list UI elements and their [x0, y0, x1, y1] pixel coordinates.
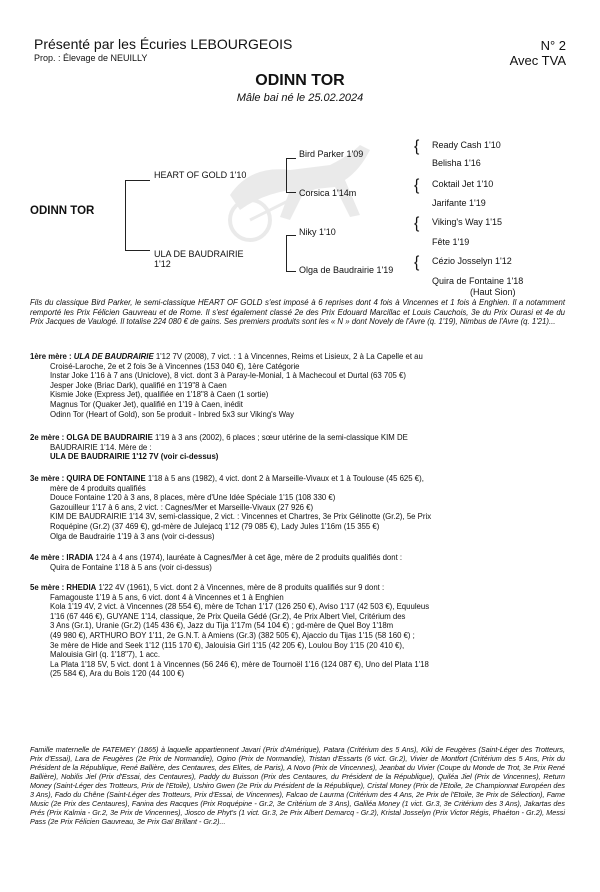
bracket-line	[286, 235, 296, 236]
mere-label: 4e mère :	[30, 553, 65, 562]
brace-icon: {	[414, 177, 420, 194]
pedigree-sire: HEART OF GOLD 1'10	[154, 170, 247, 180]
pedigree-sdd: Jarifante 1'19	[432, 198, 486, 208]
mere-name: IRADIA	[66, 553, 94, 562]
section-mere-1	[30, 352, 565, 419]
bracket-line	[125, 180, 150, 181]
tva-label: Avec TVA	[509, 53, 566, 68]
produce-line: Malouisia Girl (q. 1'18"7), 1 acc.	[50, 650, 160, 660]
pedigree-ds: Niky 1'10	[299, 227, 336, 237]
produce-line: Quira de Fontaine 1'18 à 5 ans (voir ci-dessus)	[50, 562, 212, 572]
produce-line: (49 980 €), ARTHURO BOY 1'11, 2e G.N.T. à Amiens (Gr.3) (382 505 €), Ajaccio du Tijas 1'15 (58 160 €) ;	[50, 630, 415, 640]
produce-line: Olga de Baudrairie 1'19 à 3 ans (voir ci-dessus)	[50, 531, 215, 541]
mere-label: 5e mère :	[30, 583, 65, 592]
pedigree-dd: Olga de Baudrairie 1'19	[299, 265, 394, 275]
brace-icon: {	[414, 138, 420, 155]
bracket-line	[125, 180, 126, 250]
mere-text: BAUDRAIRIE 1'14. Mère de :	[50, 442, 152, 452]
mere-text: 1'19 à 3 ans (2002), 6 places ; sœur utérine de la semi-classique KIM DE	[154, 433, 408, 442]
bracket-line	[125, 250, 150, 251]
brace-icon: {	[414, 254, 420, 271]
bracket-line	[286, 192, 296, 193]
pedigree-sd: Corsica 1'14m	[299, 188, 357, 198]
horse-description: Mâle bai né le 25.02.2024	[236, 92, 364, 104]
brace-icon: {	[414, 215, 420, 232]
horse-name: ODINN TOR	[255, 72, 345, 89]
lot-number: N° 2	[540, 38, 566, 53]
pedigree-dss: Viking's Way 1'15	[432, 217, 502, 227]
produce-line: La Plata 1'18 5V, 5 vict. dont 1 à Vincennes (56 246 €), mère de Tournoël 1'16 (124 087 €), Uno del Plata 1'18	[50, 659, 429, 669]
produce-line: 3 Ans (Gr.1), Uranie (Gr.2) (145 436 €), Jazz du Tija 1'17m (54 104 €) ; gd-mère de Quel Boy 1'18m	[50, 621, 394, 631]
mere-text: 1'12 7V (2008), 7 vict. : 1 à Vincennes, Reims et Lisieux, 2 à La Capelle et au	[155, 352, 423, 361]
pedigree-ddd: Quira de Fontaine 1'18	[432, 276, 524, 286]
mere-label: 2e mère :	[30, 433, 65, 442]
pedigree-dds: Cézio Josselyn 1'12	[432, 256, 512, 266]
section-mere-4	[30, 553, 565, 572]
produce-line: Kola 1'19 4V, 2 vict. à Vincennes (28 554 €), mère de Tchan 1'17 (126 250 €), Aviso 1'17 (42 503 €), Equuleus	[50, 602, 430, 612]
produce-line: Jesper Joke (Briac Dark), qualifié en 1'19"8 à Caen	[50, 380, 227, 390]
bracket-line	[286, 235, 287, 271]
section-mere-2	[30, 433, 565, 462]
mere-label: 1ère mère :	[30, 352, 72, 361]
produce-line: 1'16 (67 446 €), GUYANE 1'14, classique, 2e Prix Queila Gédé (Gr.2), 4e Prix Albert Viel, Critérium des	[50, 611, 406, 621]
pedigree-dsd: Fête 1'19	[432, 237, 470, 247]
produce-line: Roquépine (Gr.2) (37 469 €), gd-mère de Julejacq 1'12 (79 085 €), Lady Jules 1'16m (15 355 €)	[50, 521, 380, 531]
section-mere-5	[30, 583, 565, 679]
mere-text: 1'22 4V (1961), 5 vict. dont 2 à Vincennes, mère de 8 produits qualifiés sur 9 dont :	[98, 583, 385, 592]
mere-name: OLGA DE BAUDRAIRIE	[66, 433, 153, 442]
produce-line: ULA DE BAUDRAIRIE 1'12 7V (voir ci-dessus)	[50, 452, 219, 462]
section-mere-3	[30, 474, 565, 541]
pedigree-ddd-origin: (Haut Sion)	[470, 287, 516, 297]
produce-line: Magnus Tor (Quaker Jet), qualifié en 1'19 à Caen, inédit	[50, 399, 243, 409]
presenter: Présenté par les Écuries LEBOURGEOIS	[34, 36, 293, 52]
bracket-line	[286, 158, 287, 192]
produce-line: Kismie Joke (Express Jet), qualifiée en 1'18"8 à Caen (1 sortie)	[50, 390, 269, 400]
produce-line: KIM DE BAUDRAIRIE 1'14 3V, semi-classique, 2 vict. : Vincennes et Chartres, 3e Prix Gélinotte (Gr.2), 5e Prix	[50, 512, 432, 522]
mere-name: QUIRA DE FONTAINE	[66, 474, 146, 483]
produce-line: Gazouilleur 1'17 à 6 ans, 2 vict. : Cagnes/Mer et Marseille-Vivaux (27 926 €)	[50, 502, 314, 512]
produce-line: Douce Fontaine 1'20 à 3 ans, 8 places, mère d'Une Idée Spéciale 1'15 (108 330 €)	[50, 493, 336, 503]
proprietor: Prop. : Élevage de NEUILLY	[34, 53, 148, 63]
mere-text: 1'24 à 4 ans (1974), lauréate à Cagnes/Mer à cet âge, mère de 2 produits qualifiés dont :	[95, 553, 403, 562]
bracket-line	[286, 271, 296, 272]
produce-line: 3e mère de Hide and Seek 1'12 (115 170 €), Jalouisia Girl 1'15 (42 205 €), Loulou Boy 1'15 (20 410 €),	[50, 640, 405, 650]
produce-line: Odinn Tor (Heart of Gold), son 5e produit - Inbred 5x3 sur Viking's Way	[50, 409, 295, 419]
mere-label: 3e mère :	[30, 474, 65, 483]
pedigree-subject: ODINN TOR	[30, 205, 95, 217]
mere-name: ULA DE BAUDRAIRIE	[73, 352, 154, 361]
produce-line: (25 584 €), Ara du Bois 1'20 (44 100 €)	[50, 669, 185, 679]
pedigree-dam-record: 1'12	[154, 259, 171, 269]
produce-line: Instar Joke 1'16 à 7 ans (Uniclove), 8 vict. dont 3 à Paray-le-Monial, 1 à Machecoul et Durtal (63 705 €)	[50, 371, 406, 381]
pedigree-dam: ULA DE BAUDRAIRIE	[154, 249, 244, 259]
sire-intro: Fils du classique Bird Parker, le semi-classique HEART OF GOLD s'est imposé à 6 reprises dont 4 fois à Vincennes et 1 fois à Enghien. Il a notamment remporté les Prix Félicien Gauvreau et de Rome. Il s'est également classé 2e des Prix Edouard Marcillac et Louis Cauchois, 3e du Prix Ourasi et 4e du Prix Jacques de Vaulogé. Il totalise 224 080 € de gains. Ses premiers produits sont les « N » dont Novely de l'Avre (q. 1'19), Nimbus de l'Avre (q. 1'21)...	[30, 298, 565, 327]
pedigree-sss: Ready Cash 1'10	[432, 140, 501, 150]
pedigree-sds: Coktail Jet 1'10	[432, 179, 494, 189]
mere-text: mère de 4 produits qualifiés	[50, 483, 146, 493]
bracket-line	[286, 158, 296, 159]
family-footnote: Famille maternelle de FATEMEY (1865) à laquelle appartiennent Javari (Prix d'Amérique), Patara (Critérium des 5 Ans), Kiki de Feugères (Saint-Léger des Trotteurs, Prix d'Essai), Lara de Feugères (2e Prix de Normandie), Ogino (Prix de Normandie), Tristan d'Essarts (6 vict. Gr.2), Vivier de Montfort (Critérium des 5 Ans, Prix du Président de la République, René Ballière, des Centaures, des Elites, de Paris), A Novo (Prix de Vincennes), Jeanbat du Vivier (Coupe du Monde de Trot, 3e Prix René Ballière), Nobilis Jiel (Prix d'Essai, des Centaures), Paddy du Buisson (Prix des Centaures, du Président de la République), Quiléa Jiel (Prix de Vincennes), Return Money (Saint-Léger des Trotteurs, Prix de l'Etoile), Ushiro Gwen (2e Prix du Président de la République), Cristal Money (Prix de l'Etoile, 2e Championnat Européen des 3 Ans), Fado du Chêne (Saint-Léger des Trotteurs, Prix d'Essai, de Vincennes), Falcao de Laurma (Critérium des 4 Ans, 2e Prix de l'Etoile, 3e Prix de Sélection), Fame Music (2e Prix des Centaures), Fanina des Racques (Prix Roquépine - Gr.2, 3e Critérium de 3 Ans), Galiléa Money (1 vict. Gr.3, 3e Critérium des 3 Ans), Jakartas des Prés (Prix Kalmia - Gr.2, 3e Prix de Vincennes), Jiosco de Phyt's (1 vict. Gr.3, 2e Prix Albert Demarcq - Gr.2), Kristal Josselyn (Prix Victor Régis, Phaéton - Gr.2), Messi Pass (2e Prix Félicien Gauvreau, 3e Prix Gaï Brillant - Gr.2)...	[30, 745, 565, 826]
pedigree-ssd: Belisha 1'16	[432, 158, 481, 168]
mere-text: Croisé-Laroche, 2e et 2 fois 3e à Vincennes (153 040 €), 1ère Catégorie	[50, 361, 300, 371]
mere-text: 1'18 à 5 ans (1982), 4 vict. dont 2 à Marseille-Vivaux et 1 à Toulouse (45 625 €),	[147, 474, 424, 483]
pedigree-ss: Bird Parker 1'09	[299, 149, 364, 159]
produce-line: Famagouste 1'19 à 5 ans, 6 vict. dont 4 à Vincennes et 1 à Enghien	[50, 592, 284, 602]
mere-name: RHEDIA	[66, 583, 97, 592]
